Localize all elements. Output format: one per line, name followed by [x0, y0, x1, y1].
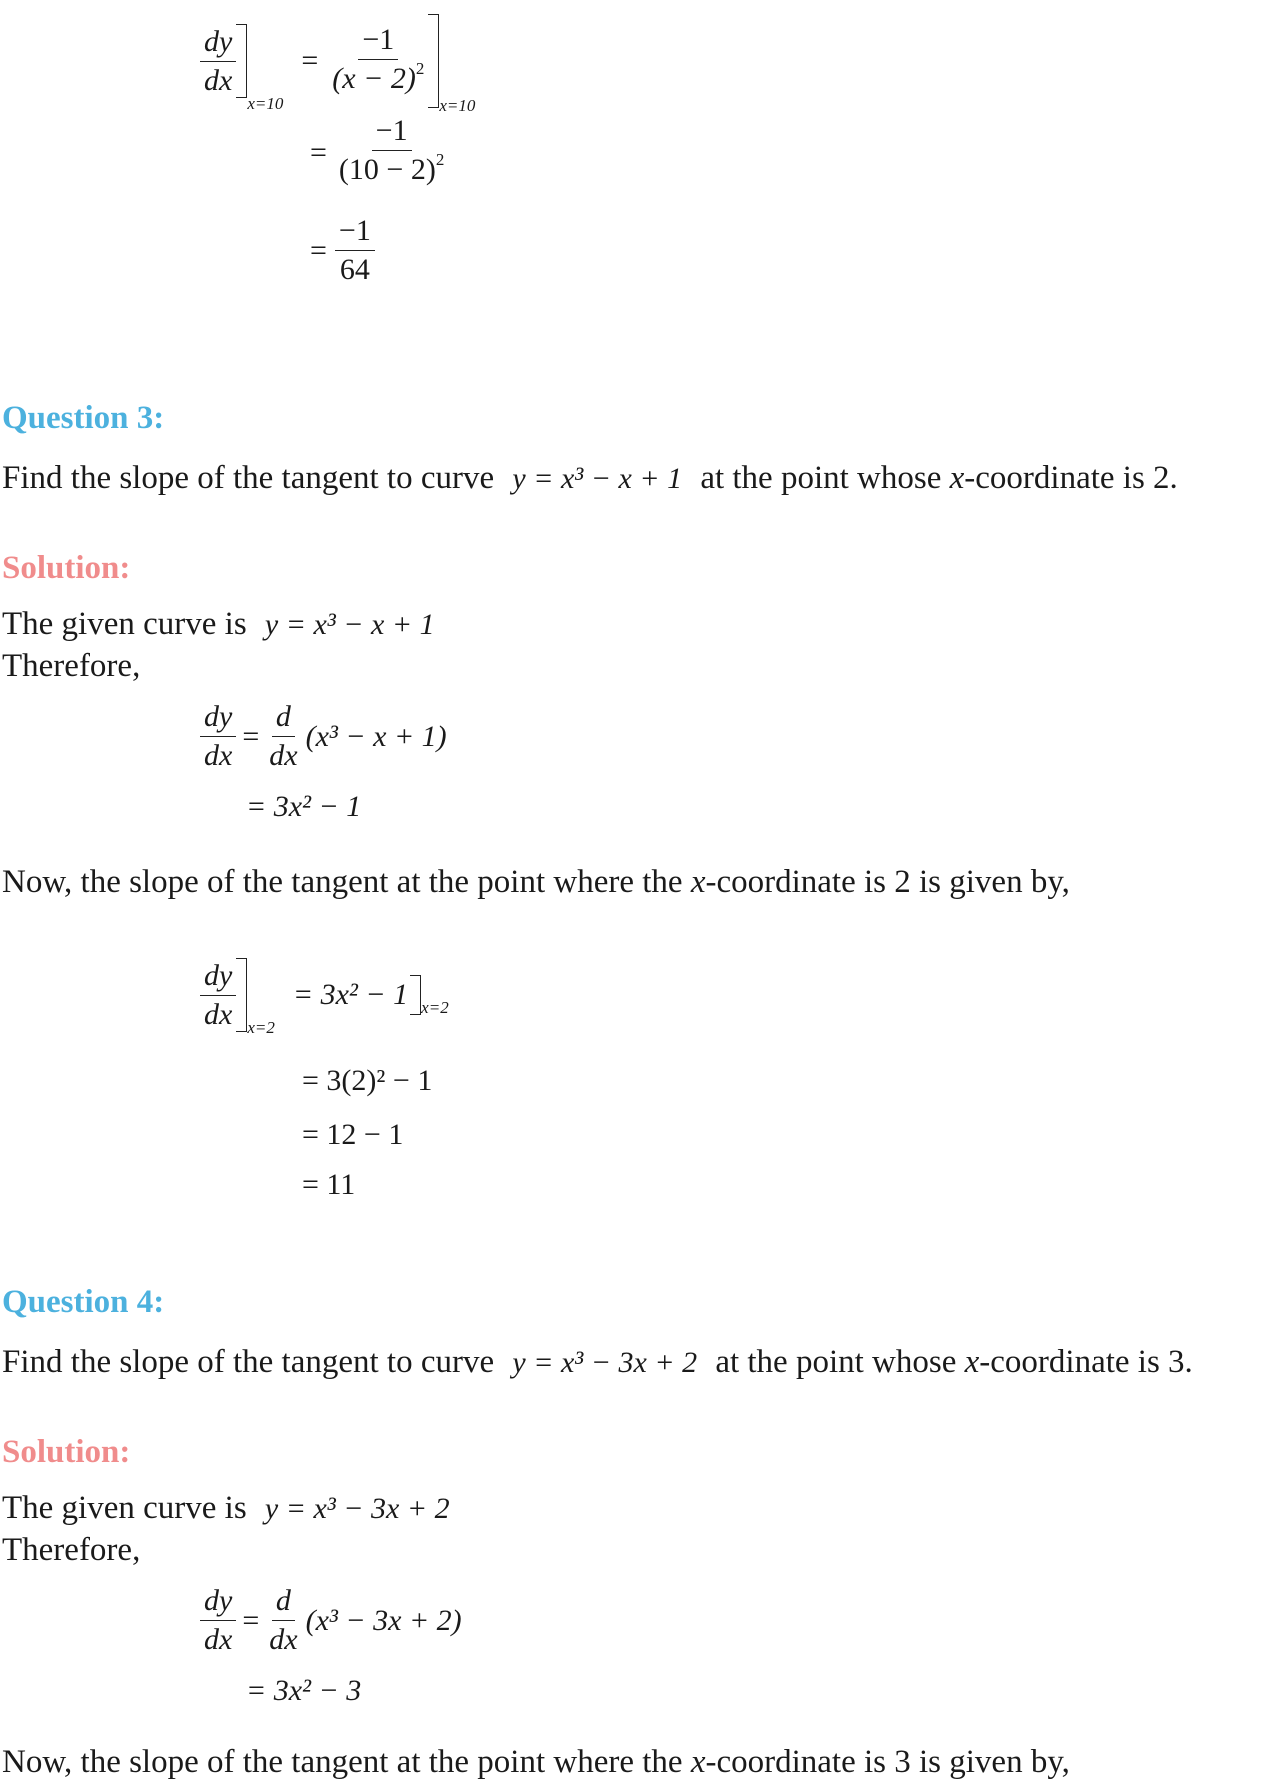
curve-equation: y = x³ − x + 1	[512, 462, 683, 495]
q3-derivative-line: $\frac{dy}{dx}$ = $\frac{d}{dx}$ (x³ − x + 1)	[200, 700, 447, 773]
step2-fraction: $\frac{-1}{(10 - 2)^2}$	[338, 114, 445, 186]
evaluation-bracket	[236, 24, 247, 98]
step1-fraction: $\frac{-1}{(x - 2)^2}$	[332, 22, 425, 95]
evaluation-point: x=10	[247, 94, 284, 113]
dy-dx-fraction: $\frac{dy}{dx}$	[200, 25, 236, 98]
question-3-text: Find the slope of the tangent to curve y = x³ − x + 1 at the point whose x-coordinate is 2.	[2, 460, 1178, 496]
top-derivation-line-1: $\frac{dy}{dx}$ x=10 = $\frac{-1}{(x - 2)^2}$ x=10	[200, 14, 475, 108]
step3-fraction: $\frac{-1}{64}$	[335, 214, 375, 287]
q3-eval-line-1: $\frac{dy}{dx}$ x=2 = 3x² − 1 x=2	[200, 958, 449, 1032]
top-derivation-line-3: = $\frac{-1}{64}$	[310, 214, 375, 287]
top-derivation-line-2: = $\frac{-1}{(10 - 2)^2}$	[310, 114, 448, 191]
solution-4-therefore: Therefore,	[2, 1532, 141, 1568]
solution-4-heading: Solution:	[2, 1434, 131, 1470]
solution-3-given: The given curve is y = x³ − x + 1	[2, 606, 435, 642]
evaluation-bracket	[236, 958, 247, 1032]
q3-eval-line-3: = 12 − 1	[302, 1118, 404, 1151]
solution-4-given: The given curve is y = x³ − 3x + 2	[2, 1490, 450, 1526]
evaluation-bracket	[410, 975, 421, 1015]
evaluation-bracket	[428, 14, 439, 108]
evaluation-point: x=10	[439, 96, 476, 115]
q4-now-text: Now, the slope of the tangent at the point where the x-coordinate is 3 is given by,	[2, 1744, 1070, 1780]
question-3-heading: Question 3:	[2, 400, 165, 436]
curve-equation: y = x³ − 3x + 2	[512, 1346, 698, 1379]
q3-now-text: Now, the slope of the tangent at the point where the x-coordinate is 2 is given by,	[2, 864, 1070, 900]
q4-derivative-line: $\frac{dy}{dx}$ = $\frac{d}{dx}$ (x³ − 3x + 2)	[200, 1584, 462, 1657]
q4-derivative-result: = 3x² − 3	[246, 1674, 362, 1707]
solution-3-therefore: Therefore,	[2, 648, 141, 684]
question-4-heading: Question 4:	[2, 1284, 165, 1320]
q3-derivative-result: = 3x² − 1	[246, 790, 362, 823]
q3-eval-line-2: = 3(2)² − 1	[302, 1064, 433, 1097]
q3-eval-line-4: = 11	[302, 1168, 356, 1201]
question-4-text: Find the slope of the tangent to curve y = x³ − 3x + 2 at the point whose x-coordinate is 3.	[2, 1344, 1193, 1380]
solution-3-heading: Solution:	[2, 550, 131, 586]
